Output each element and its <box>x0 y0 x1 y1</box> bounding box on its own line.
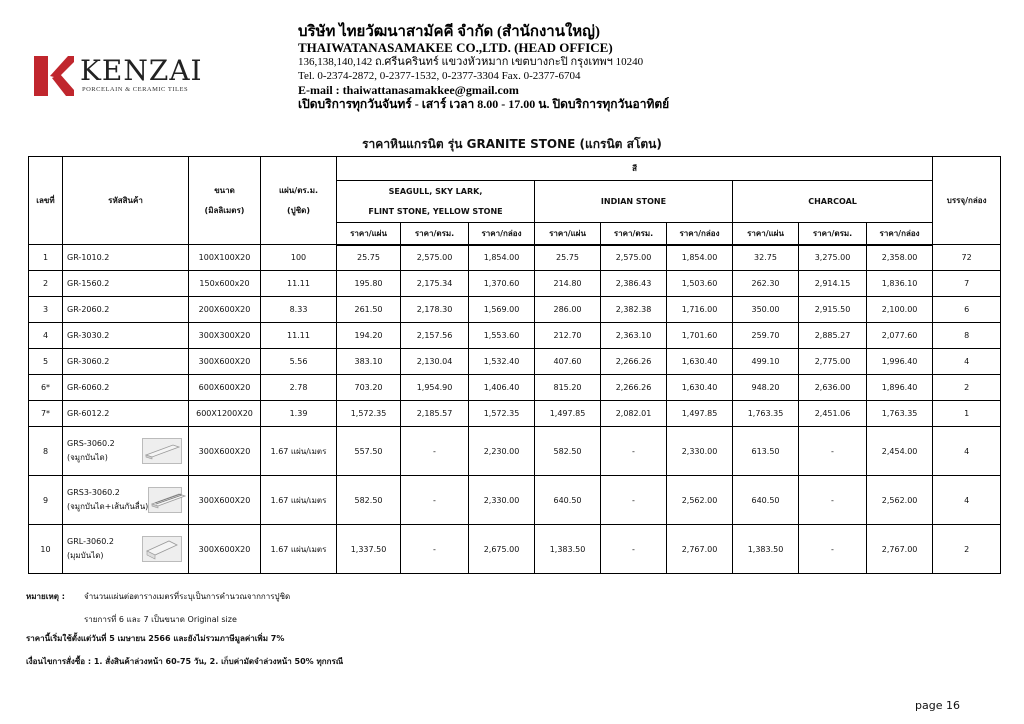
header-color: สี <box>337 157 933 181</box>
cell-price-box: 1,996.40 <box>867 349 933 375</box>
cell-price-sheet: 1,763.35 <box>733 401 799 427</box>
cell-price-box: 2,562.00 <box>667 476 733 525</box>
cell-code: GR-6060.2 <box>63 375 189 401</box>
cell-price-box: 1,553.60 <box>469 323 535 349</box>
cell-price-box: 2,675.00 <box>469 525 535 574</box>
cell-price-sheet: 703.20 <box>337 375 401 401</box>
logo-tagline: PORCELAIN & CERAMIC TILES <box>82 86 189 93</box>
cell-price-sheet: 25.75 <box>337 245 401 271</box>
email-address: thaiwattanasamakkee@gmail.com <box>342 83 519 97</box>
cell-price-sheet: 613.50 <box>733 427 799 476</box>
cell-price-box: 1,896.40 <box>867 375 933 401</box>
cell-sheets: 1.67 แผ่น/เมตร <box>261 427 337 476</box>
cell-price-box: 2,454.00 <box>867 427 933 476</box>
cell-price-sqm: 2,178.30 <box>401 297 469 323</box>
note-line-4: เงื่อนไขการสั่งซื้อ : 1. สั่งสินค้าล่วงหน้า 60-75 วัน, 2. เก็บค่ามัดจำล่วงหน้า 50% ทุกกรณี <box>26 657 344 666</box>
cell-price-sheet: 286.00 <box>535 297 601 323</box>
table-row <box>29 245 1001 271</box>
cell-code: GR-2060.2 <box>63 297 189 323</box>
cell-price-sheet: 350.00 <box>733 297 799 323</box>
price-table <box>28 156 1001 574</box>
cell-price-sqm: 2,175.34 <box>401 271 469 297</box>
email-label: E-mail : <box>298 83 340 97</box>
cell-price-sqm: 2,915.50 <box>799 297 867 323</box>
cell-price-sheet: 195.80 <box>337 271 401 297</box>
company-address: 136,138,140,142 ถ.ศรีนครินทร์ แขวงหัวหมาก เขตบางกะปิ กรุงเทพฯ 10240 <box>298 56 644 68</box>
header-price-per-sheet: ราคา/แผ่น <box>535 223 601 245</box>
header-group-indian-stone: INDIAN STONE <box>535 181 733 223</box>
header-price-per-sheet: ราคา/แผ่น <box>733 223 799 245</box>
cell-pack: 4 <box>933 476 1001 525</box>
cell-price-sqm: - <box>799 525 867 574</box>
cell-no: 6* <box>29 375 63 401</box>
cell-price-sqm: - <box>799 476 867 525</box>
table-row <box>29 349 1001 375</box>
cell-price-box: 1,406.40 <box>469 375 535 401</box>
cell-price-sqm: 3,275.00 <box>799 245 867 271</box>
cell-price-sqm: 2,636.00 <box>799 375 867 401</box>
cell-price-sqm: 2,185.57 <box>401 401 469 427</box>
cell-price-sheet: 1,383.50 <box>535 525 601 574</box>
header-size: ขนาด (มิลลิเมตร) <box>189 157 261 245</box>
cell-size: 300X600X20 <box>189 525 261 574</box>
logo-brand-name: KENZAI <box>80 54 203 87</box>
cell-price-box: 1,569.00 <box>469 297 535 323</box>
header-price-per-sqm: ราคา/ตรม. <box>799 223 867 245</box>
cell-price-box: 1,532.40 <box>469 349 535 375</box>
header-no: เลขที่ <box>29 157 63 245</box>
cell-price-sqm: - <box>601 427 667 476</box>
kenzai-logo <box>34 56 214 96</box>
header-group-charcoal: CHARCOAL <box>733 181 933 223</box>
cell-code: GRS3-3060.2 (จมูกบันได+เส้นกันลื่น) <box>63 476 189 525</box>
cell-price-sqm: - <box>401 427 469 476</box>
cell-price-sheet: 194.20 <box>337 323 401 349</box>
table-row <box>29 271 1001 297</box>
cell-size: 300X600X20 <box>189 349 261 375</box>
cell-price-sheet: 582.50 <box>535 427 601 476</box>
note-line-2: รายการที่ 6 และ 7 เป็นขนาด Original size <box>84 615 237 624</box>
cell-pack: 6 <box>933 297 1001 323</box>
cell-no: 4 <box>29 323 63 349</box>
cell-price-sqm: 2,451.06 <box>799 401 867 427</box>
cell-no: 8 <box>29 427 63 476</box>
cell-size: 200X600X20 <box>189 297 261 323</box>
cell-size: 600X1200X20 <box>189 401 261 427</box>
cell-price-box: 1,630.40 <box>667 349 733 375</box>
company-name-en: THAIWATANASAMAKEE CO.,LTD. (HEAD OFFICE) <box>298 40 613 55</box>
cell-pack: 4 <box>933 427 1001 476</box>
cell-price-sheet: 25.75 <box>535 245 601 271</box>
company-email-line <box>298 83 669 97</box>
cell-price-sqm: 2,914.15 <box>799 271 867 297</box>
cell-size: 300X600X20 <box>189 476 261 525</box>
table-row <box>29 427 1001 476</box>
cell-code-note: (จมูกบันได) <box>67 453 108 462</box>
cell-price-sheet: 582.50 <box>337 476 401 525</box>
cell-price-sqm: - <box>401 525 469 574</box>
cell-code-note: (มุมบันได) <box>67 551 104 560</box>
cell-price-sqm: 2,266.26 <box>601 349 667 375</box>
cell-price-sheet: 383.10 <box>337 349 401 375</box>
cell-price-sheet: 557.50 <box>337 427 401 476</box>
cell-no: 9 <box>29 476 63 525</box>
cell-pack: 2 <box>933 525 1001 574</box>
cell-sheets: 11.11 <box>261 271 337 297</box>
cell-code: GR-6012.2 <box>63 401 189 427</box>
cell-price-box: 1,854.00 <box>667 245 733 271</box>
cell-size: 300X300X20 <box>189 323 261 349</box>
cell-price-box: 2,330.00 <box>469 476 535 525</box>
stair-tile-thumbnail-icon <box>142 438 182 464</box>
header-price-per-box: ราคา/กล่อง <box>867 223 933 245</box>
cell-price-box: 1,630.40 <box>667 375 733 401</box>
cell-pack: 4 <box>933 349 1001 375</box>
cell-price-sheet: 1,572.35 <box>337 401 401 427</box>
cell-price-sheet: 262.30 <box>733 271 799 297</box>
cell-no: 2 <box>29 271 63 297</box>
cell-price-sqm: 2,575.00 <box>401 245 469 271</box>
cell-price-box: 2,230.00 <box>469 427 535 476</box>
cell-price-box: 1,370.60 <box>469 271 535 297</box>
cell-no: 1 <box>29 245 63 271</box>
cell-price-sheet: 640.50 <box>535 476 601 525</box>
cell-price-sheet: 815.20 <box>535 375 601 401</box>
table-row <box>29 401 1001 427</box>
cell-sheets: 11.11 <box>261 323 337 349</box>
cell-price-sheet: 1,337.50 <box>337 525 401 574</box>
cell-code: GR-1010.2 <box>63 245 189 271</box>
cell-price-sheet: 640.50 <box>733 476 799 525</box>
cell-price-box: 1,497.85 <box>667 401 733 427</box>
cell-price-sheet: 948.20 <box>733 375 799 401</box>
cell-price-box: 2,767.00 <box>667 525 733 574</box>
kenzai-k-mark-icon <box>34 56 74 96</box>
cell-price-box: 1,701.60 <box>667 323 733 349</box>
table-row <box>29 525 1001 574</box>
cell-price-sheet: 259.70 <box>733 323 799 349</box>
note-line-3: ราคานี้เริ่มใช้ตั้งแต่วันที่ 5 เมษายน 2566 และยังไม่รวมภาษีมูลค่าเพิ่ม 7% <box>26 634 285 643</box>
cell-sheets: 100 <box>261 245 337 271</box>
cell-code: GR-3030.2 <box>63 323 189 349</box>
cell-size: 150x600x20 <box>189 271 261 297</box>
business-hours: เปิดบริการทุกวันจันทร์ - เสาร์ เวลา 8.00 - 17.00 น. ปิดบริการทุกวันอาทิตย์ <box>298 97 670 111</box>
cell-price-sqm: 2,130.04 <box>401 349 469 375</box>
cell-price-sqm: 2,363.10 <box>601 323 667 349</box>
stair-tile-thumbnail-icon <box>142 536 182 562</box>
company-phone: Tel. 0-2374-2872, 0-2377-1532, 0-2377-3304 Fax. 0-2377-6704 <box>298 70 581 82</box>
cell-price-sqm: - <box>601 476 667 525</box>
header-pack: บรรจุ/กล่อง <box>933 157 1001 245</box>
table-row <box>29 297 1001 323</box>
header-price-per-box: ราคา/กล่อง <box>667 223 733 245</box>
cell-sheets: 1.67 แผ่น/เมตร <box>261 525 337 574</box>
table-title: ราคาหินแกรนิต รุ่น GRANITE STONE (แกรนิต สโตน) <box>362 137 662 151</box>
cell-pack: 2 <box>933 375 1001 401</box>
header-price-per-sheet: ราคา/แผ่น <box>337 223 401 245</box>
cell-price-sqm: 2,082.01 <box>601 401 667 427</box>
header-price-per-sqm: ราคา/ตรม. <box>401 223 469 245</box>
cell-code: GR-1560.2 <box>63 271 189 297</box>
cell-price-box: 2,100.00 <box>867 297 933 323</box>
cell-code: GRS-3060.2 (จมูกบันได) <box>63 427 189 476</box>
cell-no: 3 <box>29 297 63 323</box>
cell-pack: 1 <box>933 401 1001 427</box>
cell-size: 600X600X20 <box>189 375 261 401</box>
cell-sheets: 8.33 <box>261 297 337 323</box>
cell-price-box: 1,716.00 <box>667 297 733 323</box>
cell-code: GRL-3060.2 (มุมบันได) <box>63 525 189 574</box>
cell-price-sqm: 2,382.38 <box>601 297 667 323</box>
table-body <box>29 245 1001 574</box>
notes-label: หมายเหตุ : <box>26 592 65 601</box>
cell-no: 7* <box>29 401 63 427</box>
header-group-seagull: SEAGULL, SKY LARK, FLINT STONE, YELLOW STONE <box>337 181 535 223</box>
cell-price-sheet: 261.50 <box>337 297 401 323</box>
cell-price-box: 1,854.00 <box>469 245 535 271</box>
cell-price-sqm: 2,386.43 <box>601 271 667 297</box>
cell-pack: 7 <box>933 271 1001 297</box>
cell-code: GR-3060.2 <box>63 349 189 375</box>
cell-price-sqm: - <box>601 525 667 574</box>
cell-price-sqm: 2,775.00 <box>799 349 867 375</box>
cell-price-sheet: 212.70 <box>535 323 601 349</box>
cell-price-sqm: - <box>401 476 469 525</box>
cell-price-box: 2,077.60 <box>867 323 933 349</box>
cell-price-sheet: 32.75 <box>733 245 799 271</box>
cell-size: 100X100X20 <box>189 245 261 271</box>
cell-price-box: 2,562.00 <box>867 476 933 525</box>
page-number: page 16 <box>915 699 960 712</box>
cell-sheets: 2.78 <box>261 375 337 401</box>
stair-tile-thumbnail-icon <box>148 487 182 513</box>
cell-price-sqm: - <box>799 427 867 476</box>
cell-sheets: 5.56 <box>261 349 337 375</box>
company-header <box>298 24 669 111</box>
cell-pack: 72 <box>933 245 1001 271</box>
cell-price-sheet: 407.60 <box>535 349 601 375</box>
header-sheets: แผ่น/ตร.ม. (ปูชิด) <box>261 157 337 245</box>
table-row <box>29 323 1001 349</box>
cell-price-sqm: 2,885.27 <box>799 323 867 349</box>
cell-price-box: 2,330.00 <box>667 427 733 476</box>
cell-price-sheet: 214.80 <box>535 271 601 297</box>
cell-price-sqm: 2,575.00 <box>601 245 667 271</box>
cell-no: 10 <box>29 525 63 574</box>
cell-code-note: (จมูกบันได+เส้นกันลื่น) <box>67 502 149 511</box>
header-price-per-sqm: ราคา/ตรม. <box>601 223 667 245</box>
cell-price-box: 1,836.10 <box>867 271 933 297</box>
table-header <box>29 157 1001 245</box>
cell-sheets: 1.67 แผ่น/เมตร <box>261 476 337 525</box>
cell-price-box: 2,358.00 <box>867 245 933 271</box>
header-code: รหัสสินค้า <box>63 157 189 245</box>
cell-size: 300X600X20 <box>189 427 261 476</box>
cell-price-sheet: 1,497.85 <box>535 401 601 427</box>
company-name-th: บริษัท ไทยวัฒนาสามัคคี จำกัด (สำนักงานใหญ่) <box>298 24 600 40</box>
cell-price-sheet: 1,383.50 <box>733 525 799 574</box>
header-price-per-box: ราคา/กล่อง <box>469 223 535 245</box>
cell-no: 5 <box>29 349 63 375</box>
cell-sheets: 1.39 <box>261 401 337 427</box>
cell-price-box: 1,572.35 <box>469 401 535 427</box>
table-row <box>29 476 1001 525</box>
cell-price-sheet: 499.10 <box>733 349 799 375</box>
cell-price-box: 1,763.35 <box>867 401 933 427</box>
note-line-1: จำนวนแผ่นต่อตารางเมตรที่ระบุเป็นการคำนวณจากการปูชิด <box>84 592 291 601</box>
cell-price-sqm: 2,266.26 <box>601 375 667 401</box>
cell-price-sqm: 1,954.90 <box>401 375 469 401</box>
cell-price-box: 1,503.60 <box>667 271 733 297</box>
cell-pack: 8 <box>933 323 1001 349</box>
table-row <box>29 375 1001 401</box>
cell-price-box: 2,767.00 <box>867 525 933 574</box>
cell-price-sqm: 2,157.56 <box>401 323 469 349</box>
